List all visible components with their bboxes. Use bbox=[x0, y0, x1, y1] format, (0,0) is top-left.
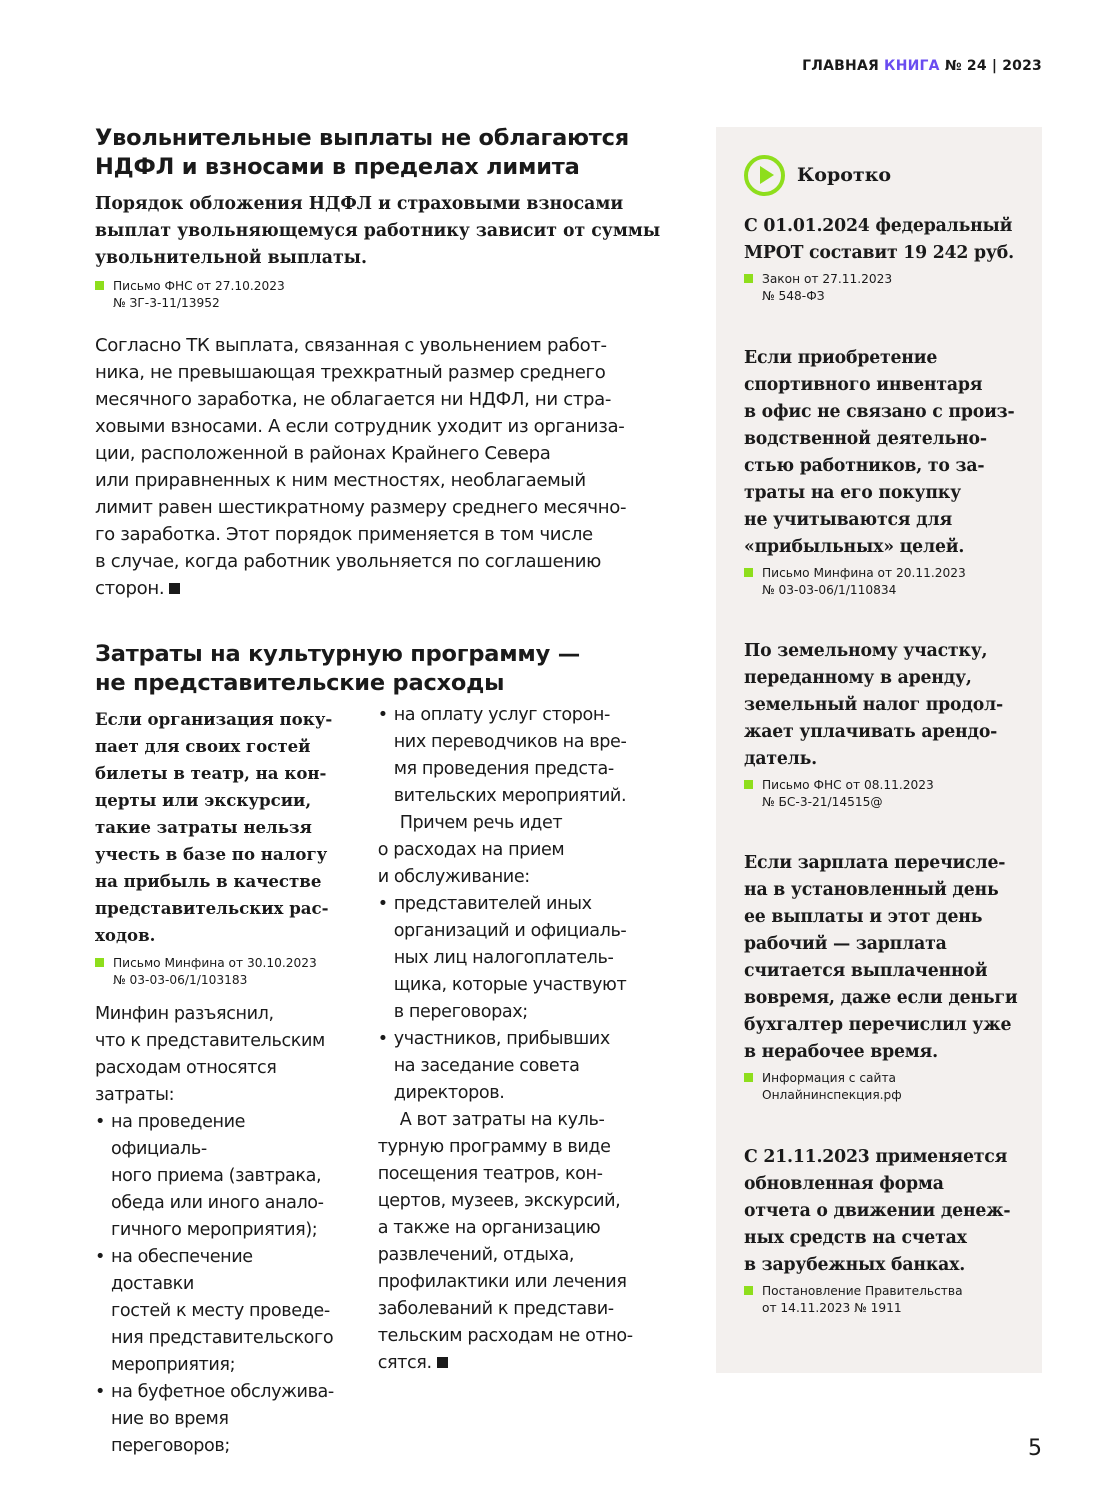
body-line: затраты: bbox=[95, 1085, 175, 1105]
body-line: или приравненных к ним местностях, необлагаемый bbox=[95, 470, 586, 491]
green-square-icon bbox=[744, 780, 753, 789]
note-line: спортивного инвентаря bbox=[744, 375, 983, 395]
article-culture-lead bbox=[95, 706, 335, 949]
article-culture-column-left bbox=[95, 706, 335, 1460]
source-line: № ЗГ-3-11/13952 bbox=[113, 296, 220, 310]
note-line: вовремя, даже если деньги bbox=[744, 988, 1018, 1008]
list-item bbox=[378, 702, 670, 810]
note-line: ных средств на счетах bbox=[744, 1228, 967, 1248]
body-line: расходам относятся bbox=[95, 1058, 277, 1078]
body-line: посещения театров, кон- bbox=[377, 1164, 603, 1184]
source-line: № 548-ФЗ bbox=[762, 289, 825, 303]
article-culture-source bbox=[95, 955, 335, 989]
note-line: обновленная форма bbox=[744, 1174, 944, 1194]
source-line: Онлайнинспекция.рф bbox=[762, 1088, 902, 1102]
note-line: МРОТ составит 19 242 руб. bbox=[744, 243, 1014, 263]
body-line: ного приема (завтрака, bbox=[111, 1166, 322, 1186]
note-line: траты на его покупку bbox=[744, 483, 961, 503]
sidebar-note-land-tax bbox=[744, 638, 1034, 811]
list-item bbox=[378, 1026, 670, 1107]
article-severance-source bbox=[95, 278, 670, 312]
headline-line: Увольнительные выплаты не облагаются bbox=[95, 125, 629, 151]
body-line: профилактики или лечения bbox=[377, 1272, 627, 1292]
body-line: а также на организацию bbox=[377, 1218, 601, 1238]
note-source bbox=[744, 271, 1034, 305]
body-line: в переговорах; bbox=[393, 1002, 528, 1022]
headline-line: Затраты на культурную программу — bbox=[95, 641, 580, 667]
body-line: на обеспечение доставки bbox=[111, 1247, 253, 1294]
source-line: Письмо ФНС от 27.10.2023 bbox=[113, 279, 285, 293]
body-line: мя проведения предста- bbox=[393, 759, 614, 779]
end-mark-icon bbox=[169, 583, 180, 594]
green-square-icon bbox=[95, 958, 104, 967]
source-line: Закон от 27.11.2023 bbox=[762, 272, 893, 286]
lead-line: такие затраты нельзя bbox=[95, 817, 312, 837]
note-line: переданному в аренду, bbox=[744, 668, 972, 688]
note-line: Если приобретение bbox=[744, 348, 938, 368]
article-culture-column-right bbox=[378, 702, 670, 1460]
sidebar-briefly bbox=[744, 153, 1034, 1317]
green-square-icon bbox=[744, 274, 753, 283]
body-line: ховыми взносами. А если сотрудник уходит из организа- bbox=[95, 416, 625, 437]
body-line: на заседание совета bbox=[393, 1056, 580, 1076]
page-number: 5 bbox=[1028, 1436, 1042, 1461]
body-line: организаций и официаль- bbox=[393, 921, 627, 941]
expense-list-right bbox=[378, 891, 670, 1107]
sidebar-note-salary bbox=[744, 850, 1034, 1104]
end-mark-icon bbox=[437, 1357, 448, 1368]
note-line: на в установленный день bbox=[744, 880, 999, 900]
note-text bbox=[744, 345, 1034, 561]
note-line: С 01.01.2024 федеральный bbox=[744, 216, 1013, 236]
article-culture-headline bbox=[95, 640, 670, 698]
note-line: считается выплаченной bbox=[744, 961, 988, 981]
body-line: директоров. bbox=[393, 1083, 505, 1103]
masthead-issue: № 24 | 2023 bbox=[944, 58, 1042, 74]
sidebar-note-foreign-accounts bbox=[744, 1144, 1034, 1317]
article-severance bbox=[95, 124, 670, 602]
lead-line: увольнительной выплаты. bbox=[95, 248, 368, 268]
body-line: в случае, когда работник увольняется по соглашению bbox=[95, 551, 601, 572]
note-line: в зарубежных банках. bbox=[744, 1255, 966, 1275]
source-line: Письмо Минфина от 30.10.2023 bbox=[113, 956, 317, 970]
note-line: земельный налог продол- bbox=[744, 695, 1003, 715]
article-severance-lead bbox=[95, 191, 670, 272]
body-line: ника, не превышающая трехкратный размер среднего bbox=[95, 362, 606, 383]
note-line: водственной деятельно- bbox=[744, 429, 987, 449]
note-source bbox=[744, 1283, 1034, 1317]
body-line: щика, которые участвуют bbox=[393, 975, 627, 995]
lead-line: ходов. bbox=[95, 925, 156, 945]
note-line: С 21.11.2023 применяется bbox=[744, 1147, 1008, 1167]
body-line: ных лиц налогоплатель- bbox=[393, 948, 614, 968]
lead-line: Если организация поку- bbox=[95, 709, 333, 729]
final-paragraph bbox=[378, 1107, 670, 1377]
body-line: вительских мероприятий. bbox=[393, 786, 627, 806]
note-text bbox=[744, 213, 1034, 267]
note-text bbox=[744, 638, 1034, 773]
note-source bbox=[744, 777, 1034, 811]
article-severance-headline bbox=[95, 124, 670, 182]
sidebar-note-mrot bbox=[744, 213, 1034, 305]
play-icon bbox=[744, 155, 785, 196]
source-line: от 14.11.2023 № 1911 bbox=[762, 1301, 902, 1315]
headline-line: не представительские расходы bbox=[95, 670, 505, 696]
body-line: и обслуживание: bbox=[377, 867, 530, 887]
article-severance-body bbox=[95, 332, 670, 602]
note-line: «прибыльных» целей. bbox=[744, 537, 965, 557]
sidebar-title: Коротко bbox=[797, 164, 892, 186]
source-line: Письмо Минфина от 20.11.2023 bbox=[762, 566, 966, 580]
body-line: ции, расположенной в районах Крайнего Севера bbox=[95, 443, 551, 464]
body-line: о расходах на прием bbox=[377, 840, 565, 860]
lead-line: церты или экскурсии, bbox=[95, 790, 312, 810]
green-square-icon bbox=[744, 568, 753, 577]
body-line: заболеваний к представи- bbox=[377, 1299, 614, 1319]
green-square-icon bbox=[95, 281, 104, 290]
body-line: мероприятия; bbox=[111, 1355, 236, 1375]
source-line: № 03-03-06/1/103183 bbox=[113, 973, 248, 987]
body-line: представителей иных bbox=[393, 894, 592, 914]
headline-line: НДФЛ и взносами в пределах лимита bbox=[95, 154, 580, 180]
sidebar-note-sport-equipment bbox=[744, 345, 1034, 599]
body-line: обеда или иного анало- bbox=[111, 1193, 324, 1213]
masthead bbox=[802, 58, 1042, 74]
note-line: бухгалтер перечислил уже bbox=[744, 1015, 1012, 1035]
lead-line: пает для своих гостей bbox=[95, 736, 311, 756]
lead-line: выплат увольняющемуся работнику зависит от суммы bbox=[95, 221, 661, 241]
body-line: лимит равен шестикратному размеру среднего месячно- bbox=[95, 497, 627, 518]
sidebar-header bbox=[744, 153, 1034, 197]
article-culture-columns bbox=[95, 706, 670, 1460]
intro-paragraph bbox=[95, 1001, 335, 1109]
middle-paragraph bbox=[378, 810, 670, 891]
lead-line: учесть в базе по налогу bbox=[95, 844, 328, 864]
note-line: отчета о движении денеж- bbox=[744, 1201, 1011, 1221]
body-line: развлечений, отдыха, bbox=[377, 1245, 575, 1265]
body-line: участников, прибывших bbox=[393, 1029, 610, 1049]
body-line: Минфин разъяснил, bbox=[95, 1004, 274, 1024]
body-line: что к представительским bbox=[95, 1031, 325, 1051]
body-line: гичного мероприятия); bbox=[111, 1220, 318, 1240]
source-line: Письмо ФНС от 08.11.2023 bbox=[762, 778, 934, 792]
lead-line: на прибыль в качестве bbox=[95, 871, 322, 891]
body-line: А вот затраты на куль- bbox=[399, 1110, 605, 1130]
note-line: в нерабочее время. bbox=[744, 1042, 938, 1062]
masthead-accent: КНИГА bbox=[884, 58, 940, 74]
note-text bbox=[744, 1144, 1034, 1279]
note-line: в офис не связано с произ- bbox=[744, 402, 1015, 422]
list-item bbox=[95, 1244, 335, 1379]
body-line: месячного заработка, не облагается ни НДФЛ, ни стра- bbox=[95, 389, 612, 410]
body-line: цертов, музеев, экскурсий, bbox=[377, 1191, 621, 1211]
body-line: ние во время переговоров; bbox=[111, 1409, 230, 1456]
note-line: Если зарплата перечисле- bbox=[744, 853, 1006, 873]
note-source bbox=[744, 1070, 1034, 1104]
list-item bbox=[378, 891, 670, 1026]
note-line: По земельному участку, bbox=[744, 641, 988, 661]
body-line: тельским расходам не отно- bbox=[377, 1326, 633, 1346]
list-item bbox=[95, 1109, 335, 1244]
note-line: ее выплаты и этот день bbox=[744, 907, 983, 927]
body-line: Согласно ТК выплата, связанная с увольнением работ- bbox=[95, 335, 607, 356]
green-square-icon bbox=[744, 1073, 753, 1082]
note-line: стью работников, то за- bbox=[744, 456, 985, 476]
lead-line: Порядок обложения НДФЛ и страховыми взносами bbox=[95, 194, 624, 214]
body-line: сторон. bbox=[95, 578, 165, 599]
body-line: них переводчиков на вре- bbox=[393, 732, 627, 752]
note-text bbox=[744, 850, 1034, 1066]
body-line: го заработка. Этот порядок применяется в том числе bbox=[95, 524, 593, 545]
lead-line: представительских рас- bbox=[95, 898, 329, 918]
source-line: Информация с сайта bbox=[762, 1071, 897, 1085]
note-line: датель. bbox=[744, 749, 817, 769]
expense-list-left bbox=[95, 1109, 335, 1460]
body-line: гостей к месту проведе- bbox=[111, 1301, 330, 1321]
note-line: рабочий — зарплата bbox=[744, 934, 947, 954]
source-line: № 03-03-06/1/110834 bbox=[762, 583, 897, 597]
list-item bbox=[95, 1379, 335, 1460]
article-culture-body-left bbox=[95, 1001, 335, 1460]
body-line: сятся. bbox=[377, 1353, 432, 1373]
body-line: на буфетное обслужива- bbox=[111, 1382, 334, 1402]
body-line: турную программу в виде bbox=[377, 1137, 611, 1157]
expense-list-right-top bbox=[378, 702, 670, 810]
note-line: жает уплачивать арендо- bbox=[744, 722, 998, 742]
lead-line: билеты в театр, на кон- bbox=[95, 763, 327, 783]
body-line: Причем речь идет bbox=[399, 813, 563, 833]
source-line: № БС-3-21/14515@ bbox=[762, 795, 883, 809]
body-line: на оплату услуг сторон- bbox=[393, 705, 610, 725]
article-culture-expenses bbox=[95, 640, 670, 1460]
masthead-brand: ГЛАВНАЯ bbox=[802, 58, 879, 74]
body-line: на проведение официаль- bbox=[111, 1112, 246, 1159]
note-source bbox=[744, 565, 1034, 599]
note-line: не учитываются для bbox=[744, 510, 953, 530]
body-line: ния представительского bbox=[111, 1328, 334, 1348]
source-line: Постановление Правительства bbox=[762, 1284, 963, 1298]
green-square-icon bbox=[744, 1286, 753, 1295]
